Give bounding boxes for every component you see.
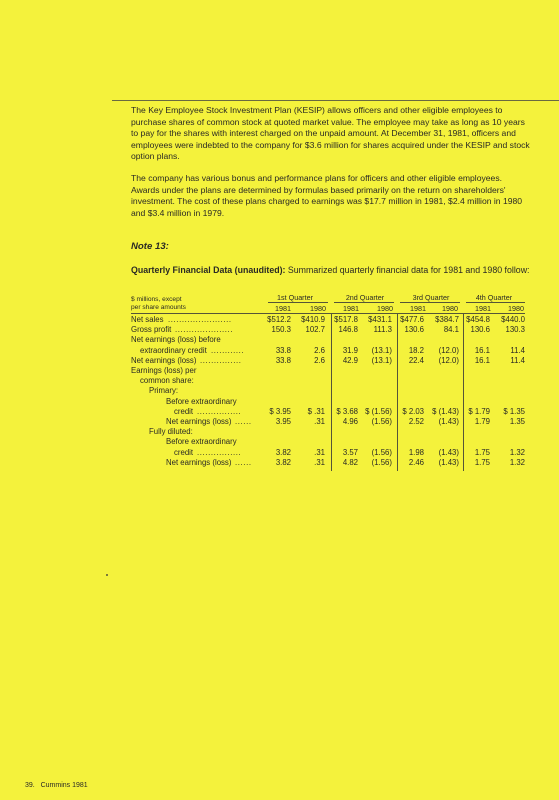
table-cell: 22.4 [408,355,424,365]
table-cell: $ (1.56) [365,406,392,416]
table-row [0,376,559,386]
table-cell: $ (1.43) [432,406,459,416]
year-header: 1980 [377,304,393,313]
table-cell: 4.96 [342,417,358,426]
row-label: extraordinary credit [140,345,207,355]
table-cell: $454.8 [466,315,490,324]
quarter-underline-2 [334,302,394,303]
table-cell: .31 [314,457,325,467]
year-header: 1981 [410,304,426,313]
table-cell: $517.8 [334,315,358,324]
table-header-rule [131,313,525,314]
table-row [0,356,559,366]
table-cell: $ .31 [307,406,325,416]
table-cell: 4.82 [342,457,358,467]
table-cell: $384.7 [435,315,459,324]
leader-dots: ..................... [175,325,234,335]
table-cell: 1.75 [474,457,490,467]
table-cell: 18.2 [408,345,424,355]
table-row [0,448,559,458]
table-cell: 16.1 [474,355,490,365]
table-cell: (12.0) [438,355,459,365]
row-label: credit [174,406,194,416]
table-cell: 3.82 [275,457,291,467]
quarter-header-2: 2nd Quarter [345,293,385,302]
table-row [0,315,559,325]
table-cell: (1.43) [438,417,459,426]
quarter-underline-3 [400,302,460,303]
table-cell: 2.6 [314,355,325,365]
table-cell: 1.75 [474,447,490,457]
table-cell: 2.6 [314,345,325,355]
table-cell: 102.7 [305,325,325,335]
table-row [0,437,559,447]
table-row [0,335,559,345]
table-cell: $ 2.03 [402,406,424,416]
row-label: Net earnings (loss) [131,355,197,365]
table-cell: 33.8 [275,355,291,365]
quarterly-data-intro [131,265,531,277]
leader-dots: ............ [211,345,245,355]
table-cell: (1.43) [438,447,459,457]
table-cell: (13.1) [371,355,392,365]
table-cell: 1.79 [474,417,490,426]
kesip-paragraph: The Key Employee Stock Investment Plan (KESIP) allows officers and other eligible employees to purchase shares of common stock at quoted market value. The employee may take as long as 10 years to pay for the shares with interest charged on the unpaid amount. At December 31, 1981, officers and employees were indebted to the company for $3.6 million for shares acquired under the KESIP and stock option plans. [131,105,530,162]
table-cell: (13.1) [371,345,392,355]
leader-dots: ............... [200,355,242,365]
table-cell: $ 3.68 [336,406,358,416]
table-cell: 111.3 [373,325,392,335]
row-label: Net earnings (loss) [166,417,232,426]
year-header: 1980 [442,304,458,313]
table-cell: $477.6 [400,315,424,324]
row-label: credit [174,447,194,457]
table-cell: $ 1.35 [503,406,525,416]
table-cell: 1.35 [509,417,525,426]
table-row [0,427,559,437]
table-cell: 1.32 [509,457,525,467]
year-header: 1981 [275,304,291,313]
leader-dots: ...... [235,417,252,426]
table-cell: 3.95 [275,417,291,426]
table-cell: $512.2 [267,315,291,324]
table-cell: $440.0 [501,315,525,324]
units-label [131,296,186,311]
quarterly-data-heading: Quarterly Financial Data (unaudited): [131,265,286,275]
units-label-line-2: per share amounts [131,303,186,311]
table-cell: 11.4 [510,355,525,365]
table-row [0,386,559,396]
row-label: Net sales [131,315,164,324]
leader-dots: ....................... [168,315,232,324]
table-cell: (1.56) [371,447,392,457]
year-header: 1981 [343,304,359,313]
row-label: Net earnings (loss) [166,457,232,467]
quarter-header-1: 1st Quarter [277,293,313,302]
table-cell: (1.43) [438,457,459,467]
table-cell: 33.8 [275,345,291,355]
stray-mark [106,574,108,576]
units-label-line-1: $ millions, except [131,296,182,303]
table-cell: 3.57 [342,447,358,457]
quarterly-data-intro-text: Summarized quarterly financial data for 1981 and 1980 follow: [287,265,530,275]
leader-dots: ................ [197,406,242,416]
leader-dots: ...... [235,457,252,467]
table-cell: 2.46 [408,457,424,467]
bonus-plans-paragraph: The company has various bonus and performance plans for officers and other eligible employees. Awards under the plans are determined by formulas based primarily on the return on shareholders' investment. The cost of these plans charged to earnings was $17.7 million in 1981, $2.4 million in 1980 and $3.4 million in 1979. [131,173,523,218]
table-cell: 150.3 [271,325,291,335]
quarter-header-4: 4th Quarter [475,293,513,302]
table-row [0,346,559,356]
table-cell: .31 [314,417,325,426]
table-row [0,397,559,407]
table-cell: $431.1 [368,315,392,324]
row-label: Net earnings (loss) before [131,335,221,345]
table-cell: 16.1 [474,345,490,355]
row-label: Gross profit [131,325,172,335]
row-label: Primary: [149,386,179,396]
row-label: Earnings (loss) per [131,366,197,375]
year-header: 1981 [475,304,491,313]
quarter-underline-1 [268,302,328,303]
table-cell: (12.0) [438,345,459,355]
table-cell: (1.56) [371,417,392,426]
page-number: 39. [25,782,35,789]
footer-title: Cummins 1981 [40,782,88,789]
table-cell: 42.9 [342,355,358,365]
table-cell: 2.52 [408,417,424,426]
table-cell: $ 3.95 [269,406,291,416]
row-label: common share: [140,376,194,386]
row-label: Before extraordinary [166,396,237,406]
table-cell: 1.98 [408,447,424,457]
leader-dots: ................ [197,447,242,457]
table-cell: 1.32 [509,447,525,457]
row-label: Before extraordinary [166,437,237,447]
table-cell: $410.9 [301,315,325,324]
table-cell: 3.82 [275,447,291,457]
page-footer [25,782,88,789]
table-cell: 130.6 [404,325,424,335]
table-row [0,325,559,335]
table-cell: 11.4 [510,345,525,355]
table-cell: .31 [314,447,325,457]
table-cell: 130.3 [505,325,525,335]
quarter-underline-4 [466,302,525,303]
table-cell: 130.6 [470,325,490,335]
table-row [0,417,559,427]
quarter-header-3: 3rd Quarter [412,293,450,302]
table-cell: 31.9 [342,345,358,355]
top-rule [112,100,559,101]
year-header: 1980 [310,304,326,313]
table-cell: 146.8 [338,325,358,335]
table-row [0,407,559,417]
row-label: Fully diluted: [149,427,193,437]
table-cell: 84.1 [443,325,459,335]
table-row [0,458,559,468]
table-cell: $ 1.79 [468,406,490,416]
year-header: 1980 [508,304,524,313]
note-title: Note 13: [131,241,169,252]
table-row [0,366,559,376]
table-cell: (1.56) [371,457,392,467]
